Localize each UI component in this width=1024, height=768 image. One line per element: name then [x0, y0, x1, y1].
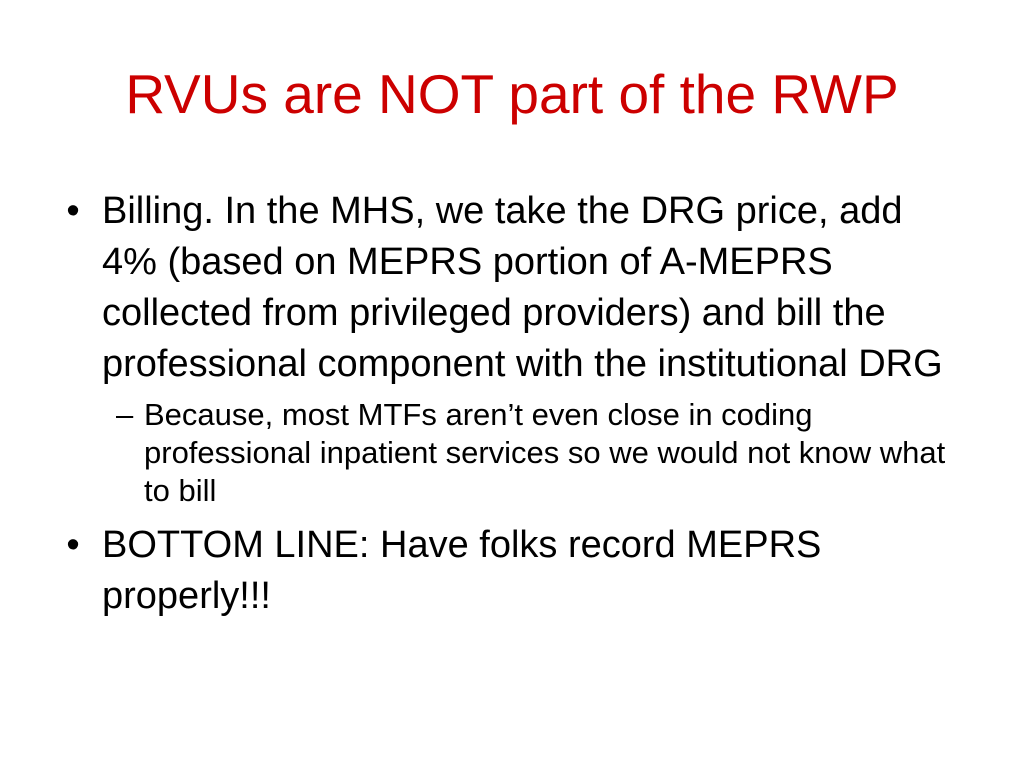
bullet-item [58, 186, 958, 390]
sub-bullet-item [116, 396, 958, 510]
bullet-marker: • [66, 524, 80, 566]
bullet-item [58, 520, 958, 622]
sub-bullet-marker: – [116, 397, 134, 432]
slide-title: RVUs are NOT part of the RWP [125, 63, 899, 125]
bullet-text: BOTTOM LINE: Have folks record MEPRS properly!!! [102, 524, 822, 617]
bullet-text: Billing. In the MHS, we take the DRG price, add 4% (based on MEPRS portion of A-MEPRS collected from privileged providers) and bill the professional component with the institutional DRG [102, 190, 943, 385]
sub-bullet-text: Because, most MTFs aren’t even close in coding professional inpatient services so we would not know what to bill [144, 397, 946, 508]
slide-body [58, 186, 958, 628]
bullet-marker: • [66, 190, 80, 232]
